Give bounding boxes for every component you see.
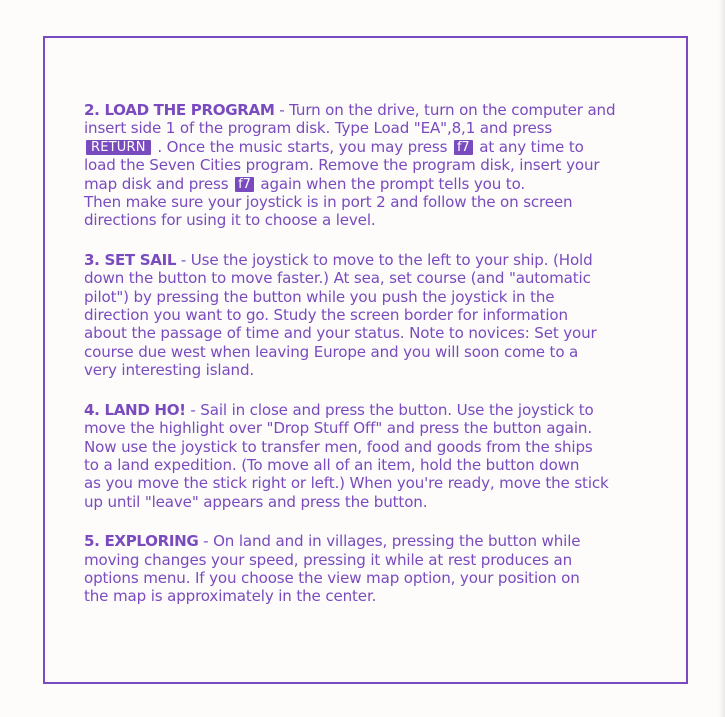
section-heading: 4. LAND HO! — [84, 400, 186, 419]
text-line — [84, 138, 664, 156]
text-line — [84, 175, 664, 193]
body-text: - Sail in close and press the button. Use the joystick to — [185, 400, 594, 419]
text-line: direction you want to go. Study the screen border for information — [84, 306, 568, 325]
text-line: move the highlight over "Drop Stuff Off" and press the button again. — [84, 419, 592, 438]
body-text: - Use the joystick to move to the left to your ship. (Hold — [176, 250, 593, 269]
text-line — [84, 532, 664, 550]
text-line: about the passage of time and your status. Note to novices: Set your — [84, 324, 597, 343]
section-heading: 2. LOAD THE PROGRAM — [84, 101, 275, 119]
text-line: Now use the joystick to transfer men, food and goods from the ships — [84, 437, 593, 456]
text-line: moving changes your speed, pressing it while at rest produces an — [84, 550, 573, 569]
text-line — [84, 401, 664, 419]
text-line — [84, 101, 664, 119]
text-line: insert side 1 of the program disk. Type Load "EA",8,1 and press — [84, 119, 553, 138]
section-land-ho — [84, 401, 664, 511]
text-line: directions for using it to choose a level. — [84, 211, 376, 230]
text-line: options menu. If you choose the view map option, your position on — [84, 568, 580, 587]
text-line: course due west when leaving Europe and you will soon come to a — [84, 342, 579, 361]
text-line: load the Seven Cities program. Remove the program disk, insert your — [84, 156, 600, 175]
body-text: map disk and press — [84, 174, 229, 193]
text-line: pilot") by pressing the button while you push the joystick in the — [84, 287, 555, 306]
page-edge-shadow — [719, 0, 725, 717]
text-line: down the button to move faster.) At sea, set course (and "automatic — [84, 269, 591, 288]
instructions-content — [84, 101, 664, 627]
body-text: . Once the music starts, you may press — [157, 137, 448, 156]
text-line: up until "leave" appears and press the button. — [84, 492, 428, 511]
text-line: to a land expedition. (To move all of an item, hold the button down — [84, 455, 580, 474]
body-text: again when the prompt tells you to. — [260, 174, 526, 193]
text-line — [84, 251, 664, 269]
section-load-the-program — [84, 101, 664, 230]
section-heading: 5. EXPLORING — [84, 532, 199, 551]
body-text: at any time to — [479, 137, 584, 156]
body-text: - Turn on the drive, turn on the computer and — [274, 101, 616, 119]
return-key: RETURN — [86, 140, 151, 155]
f7-key: f7 — [235, 177, 254, 192]
section-set-sail — [84, 251, 664, 380]
body-text: - On land and in villages, pressing the button while — [198, 532, 581, 551]
text-line: very interesting island. — [84, 361, 255, 380]
text-line: as you move the stick right or left.) When you're ready, move the stick — [84, 474, 609, 493]
text-line: the map is approximately in the center. — [84, 587, 377, 606]
section-exploring — [84, 532, 664, 606]
text-line: Then make sure your joystick is in port 2 and follow the on screen — [84, 193, 573, 212]
section-heading: 3. SET SAIL — [84, 250, 177, 269]
f7-key: f7 — [454, 140, 473, 155]
